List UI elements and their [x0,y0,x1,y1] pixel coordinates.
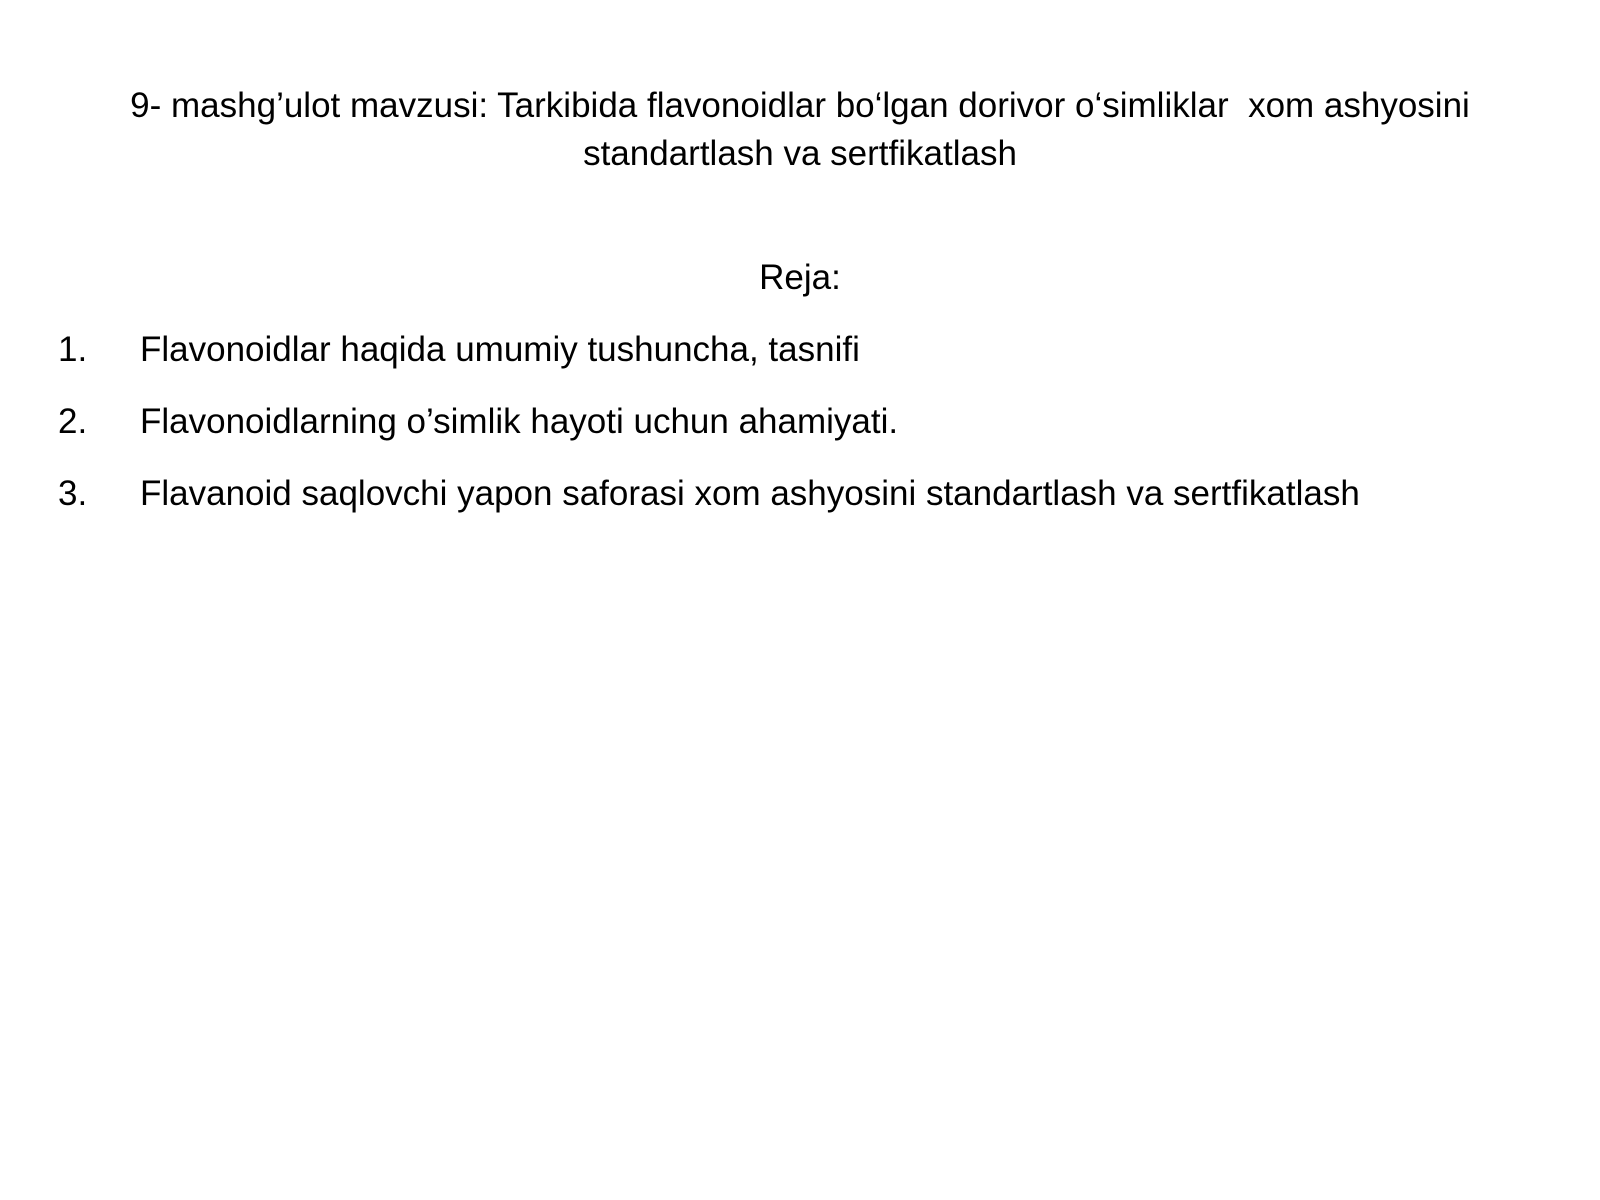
list-item [58,328,1558,400]
list-item-text: Flavonoidlar haqida umumiy tushuncha, tasnifi [140,330,860,369]
list-item-text: Flavanoid saqlovchi yapon saforasi xom ashyosini standartlash va sertfikatlash [140,474,1360,513]
slide-title [60,82,1540,178]
list-item [58,472,1558,544]
list-item-number: 3. [58,474,88,513]
list-item-number: 1. [58,330,88,369]
list-item-text: Flavonoidlarning o’simlik hayoti uchun ahamiyati. [140,402,899,441]
plan-heading: Reja: [759,258,841,297]
list-item [58,400,1558,472]
plan-list [58,328,1558,544]
slide-title-line: 9- mashg’ulot mavzusi: Tarkibida flavonoidlar bo‘lgan dorivor o‘simliklar xom ashyosini [130,86,1470,125]
slide-title-line: standartlash va sertfikatlash [583,134,1017,173]
list-item-number: 2. [58,402,88,441]
